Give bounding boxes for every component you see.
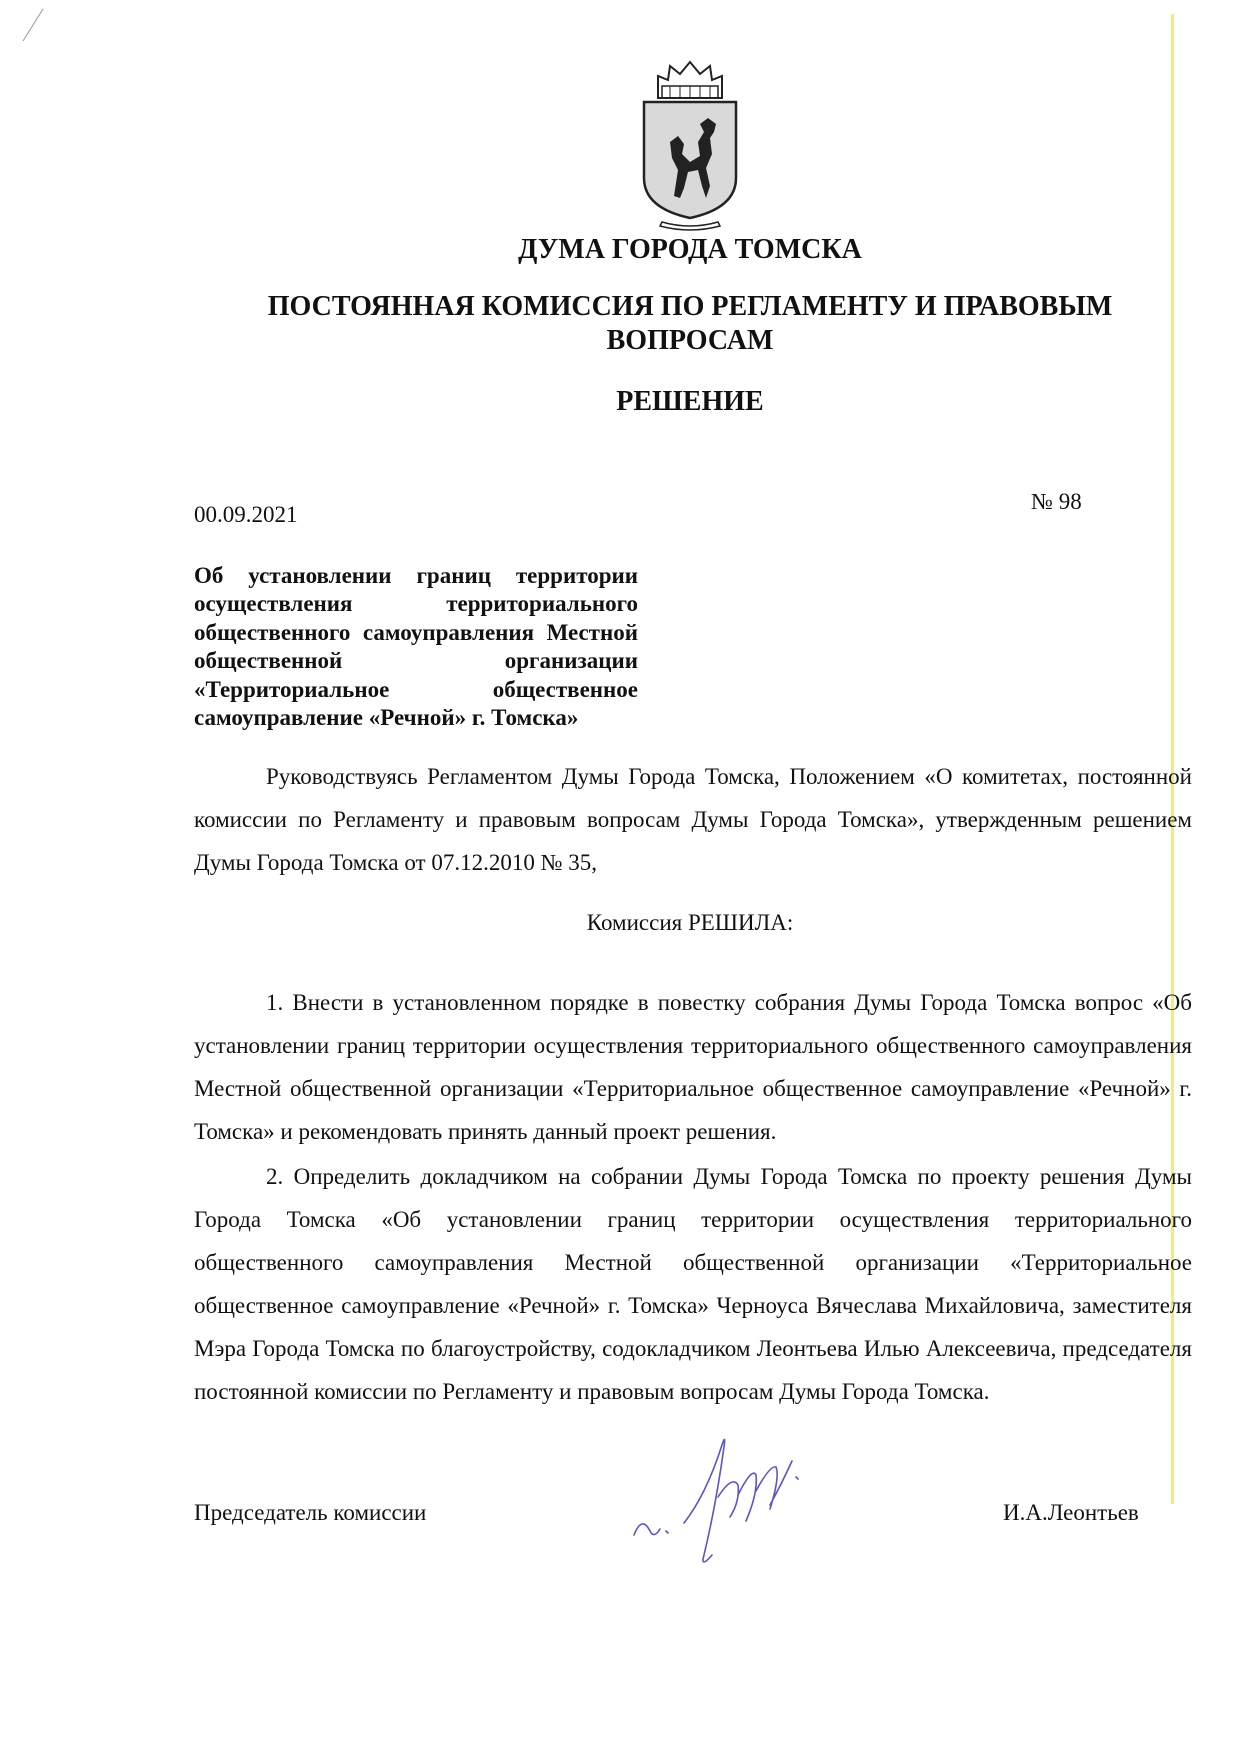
decision-heading: Комиссия РЕШИЛА: (586, 910, 794, 935)
signature-image (620, 1405, 850, 1575)
org-title: ДУМА ГОРОДА ТОМСКА (518, 234, 862, 265)
intro-paragraph: Руководствуясь Регламентом Думы Города Томска, Положением «О комитетах, постоянной комиссии по Регламенту и правовым вопросам Думы Города Томска», утвержденным решением Думы Города Томска от 07.12.2010 № 35, (194, 764, 1192, 875)
signatory-role: Председатель комиссии (194, 1500, 427, 1525)
signatory-name: И.А.Леонтьев (1003, 1500, 1139, 1525)
document-type-heading: РЕШЕНИЕ (616, 386, 764, 417)
document-date: 00.09.2021 (194, 502, 298, 527)
commission-title: ПОСТОЯННАЯ КОМИССИЯ ПО РЕГЛАМЕНТУ И ПРАВОВЫМ ВОПРОСАМ (267, 291, 1113, 356)
coat-of-arms-icon (640, 58, 740, 232)
decision-item-1: 1. Внести в установленном порядке в повестку собрания Думы Города Томска вопрос «Об установлении границ территории осуществления территориального общественного самоуправления Местной общественной организации «Территориальное общественное самоуправление «Речной» г. Томска» и рекомендовать принять данный проект решения. (194, 990, 1192, 1144)
scan-mark (22, 8, 44, 42)
decision-item-2: 2. Определить докладчиком на собрании Думы Города Томска по проекту решения Думы Города Томска «Об установлении границ территории осуществления территориального общественного самоуправления Местной общественной организации «Территориальное общественное самоуправление «Речной» г. Томска» Черноуса Вячеслава Михайловича, заместителя Мэра Города Томска по благоустройству, содокладчиком Леонтьева Илью Алексеевича, председателя постоянной комиссии по Регламенту и правовым вопросам Думы Города Томска. (194, 1164, 1192, 1404)
document-subject: Об установлении границ территории осуществления территориального общественного самоуправления Местной общественной организации «Территориальное общественное самоуправление «Речной» г. Томска» (194, 563, 638, 731)
document-number: № 98 (1031, 489, 1082, 514)
